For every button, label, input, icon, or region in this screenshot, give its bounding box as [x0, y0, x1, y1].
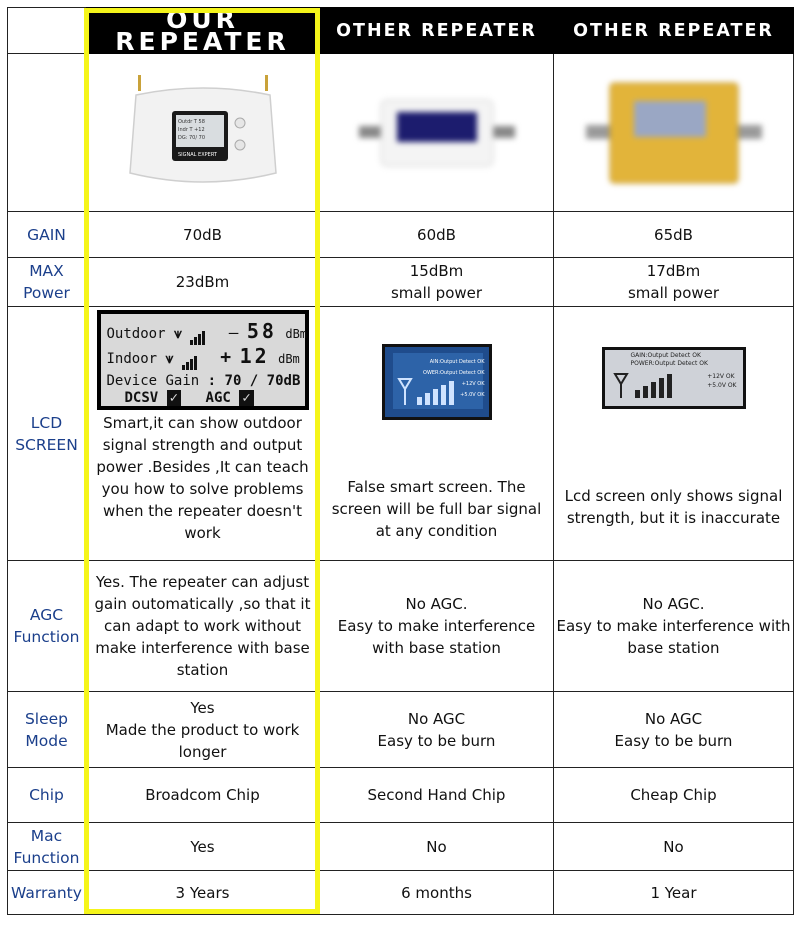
- svg-text:Outdr T 58: Outdr T 58: [177, 118, 205, 125]
- header-other-repeater-1: OTHER REPEATER: [320, 8, 554, 54]
- sleep-ours: Yes Made the product to work longer: [86, 692, 320, 768]
- comparison-table: [7, 4, 794, 915]
- header-row: [8, 8, 794, 54]
- sleep-other-2: No AGC Easy to be burn: [554, 692, 794, 768]
- agc-ours: Yes. The repeater can adjust gain outomatically ,so that it can adapt to work without make interference with base station: [86, 561, 320, 692]
- chip-other-1: Second Hand Chip: [320, 768, 554, 823]
- chip-row: [8, 768, 794, 823]
- other1-lcd-display: AIN:Output Detect OK OWER:Output Detect OK +12V OK +5.0V OK: [382, 344, 492, 420]
- mac-other-2: No: [554, 823, 794, 871]
- max-power-ours: 23dBm: [86, 258, 320, 307]
- row-label-agc-function: AGC Function: [8, 561, 86, 692]
- mac-ours: Yes: [86, 823, 320, 871]
- gain-ours: 70dB: [86, 212, 320, 258]
- image-row-blank: [8, 54, 86, 212]
- header-other-repeater-2: OTHER REPEATER: [554, 8, 794, 54]
- sleep-other-1: No AGC Easy to be burn: [320, 692, 554, 768]
- our-repeater-device-image: [128, 73, 278, 193]
- gain-other-1: 60dB: [320, 212, 554, 258]
- svg-text:SIGNAL EXPERT: SIGNAL EXPERT: [177, 151, 217, 158]
- row-label-max-power: MAX Power: [8, 258, 86, 307]
- lcd-status-line: DCSV ✓ AGC ✓: [125, 387, 254, 409]
- row-label-sleep-mode: Sleep Mode: [8, 692, 86, 768]
- other-repeater-1-image-cell: [320, 54, 554, 212]
- mac-other-1: No: [320, 823, 554, 871]
- other2-lcd-display: GAIN:Output Detect OK POWER:Output Detect OK +12V OK +5.0V OK: [602, 347, 746, 409]
- row-label-warranty: Warranty: [8, 871, 86, 915]
- lcd-screen-other-1-cell: [320, 307, 554, 561]
- signal-bars-icon: [613, 372, 693, 400]
- chip-other-2: Cheap Chip: [554, 768, 794, 823]
- warranty-row: [8, 871, 794, 915]
- lcd-screen-ours-text: Smart,it can show outdoor signal strength and output power .Besides ,It can teach you how to solve problems when the repeater doesn't work: [96, 414, 309, 542]
- lcd-screen-row: [8, 307, 794, 561]
- image-row: [8, 54, 794, 212]
- max-power-other-2: 17dBm small power: [554, 258, 794, 307]
- svg-text:DG: 70/ 70: DG: 70/ 70: [177, 134, 205, 141]
- signal-bars-icon: [190, 323, 206, 345]
- our-repeater-image-cell: [86, 54, 320, 212]
- max-power-row: [8, 258, 794, 307]
- lcd-screen-other-2-text: Lcd screen only shows signal strength, but it is inaccurate: [564, 486, 783, 527]
- header-our-repeater: OUR REPEATER: [86, 8, 320, 54]
- our-lcd-display: [97, 310, 309, 410]
- header-blank-cell: [8, 8, 86, 54]
- warranty-other-1: 6 months: [320, 871, 554, 915]
- agc-row: [8, 561, 794, 692]
- row-label-mac-function: Mac Function: [8, 823, 86, 871]
- other-repeater-2-device-image: [584, 73, 764, 193]
- other-repeater-2-image-cell: [554, 54, 794, 212]
- lcd-gain-line: Device Gain : 70 / 70dB: [106, 373, 301, 389]
- mac-function-row: [8, 823, 794, 871]
- signal-bars-icon: [182, 348, 198, 370]
- lcd-outdoor-line: Outdoor ⩛ — 58 dBm: [106, 319, 308, 343]
- warranty-other-2: 1 Year: [554, 871, 794, 915]
- lcd-screen-other-1-text: False smart screen. The screen will be full bar signal at any condition: [331, 477, 542, 540]
- agc-other-1: No AGC. Easy to make interference with base station: [320, 561, 554, 692]
- gain-other-2: 65dB: [554, 212, 794, 258]
- gain-row: [8, 212, 794, 258]
- row-label-gain: GAIN: [8, 212, 86, 258]
- max-power-other-1: 15dBm small power: [320, 258, 554, 307]
- row-label-lcd-screen: LCD SCREEN: [8, 307, 86, 561]
- lcd-screen-other-2-cell: [554, 307, 794, 561]
- other-repeater-1-device-image: [357, 78, 517, 188]
- row-label-chip: Chip: [8, 768, 86, 823]
- svg-text:Indr T +12: Indr T +12: [177, 126, 205, 133]
- chip-ours: Broadcom Chip: [86, 768, 320, 823]
- agc-other-2: No AGC. Easy to make interference with base station: [554, 561, 794, 692]
- warranty-ours: 3 Years: [86, 871, 320, 915]
- lcd-screen-ours-cell: [86, 307, 320, 561]
- comparison-table-wrapper: [7, 4, 793, 916]
- lcd-indoor-line: Indoor ⩛ + 12 dBm: [106, 344, 300, 368]
- sleep-mode-row: [8, 692, 794, 768]
